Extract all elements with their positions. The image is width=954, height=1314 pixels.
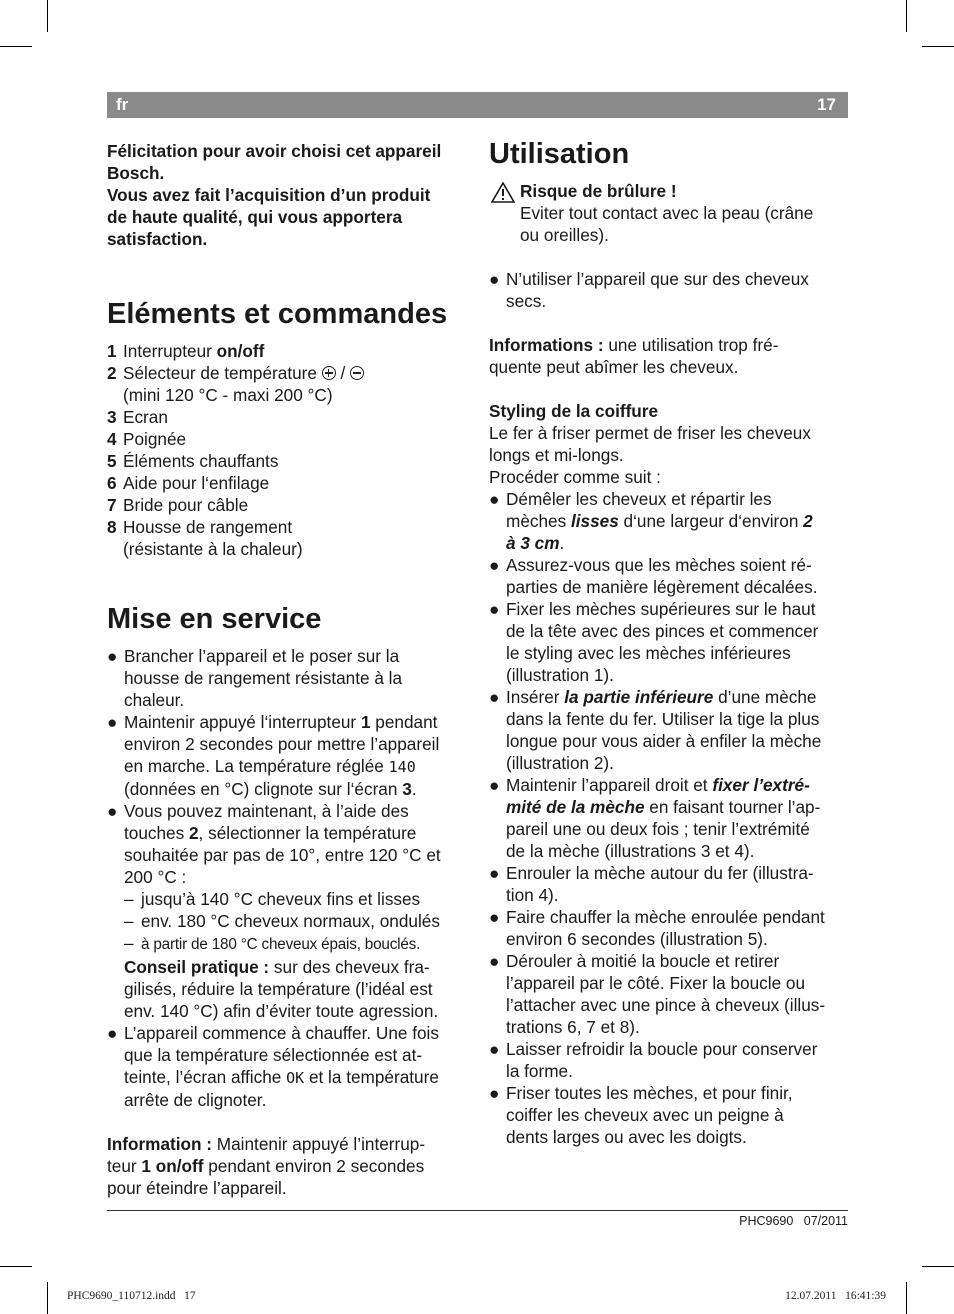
bold-text: 1 on/off [141, 1156, 204, 1176]
text-line: (illustration 1). [506, 665, 614, 685]
list-item [489, 774, 851, 862]
item-text: Bride pour câble [123, 495, 249, 515]
bullet: ● [107, 646, 118, 666]
bullet: ● [489, 687, 500, 707]
styling-title: Styling de la coiffure [489, 401, 659, 421]
page-header-bar [107, 92, 848, 118]
text-line [124, 1066, 467, 1089]
text-line [107, 1133, 467, 1155]
bullet: ● [489, 863, 500, 883]
bold-italic-text: mité de la mèche [506, 797, 645, 817]
text: jusqu’à 140 °C cheveux fins et lisses [141, 889, 421, 909]
item-text: Éléments chauffants [123, 451, 279, 471]
plus-circle-icon [322, 366, 336, 380]
usage-heading: Utilisation [489, 138, 630, 170]
bold-text: 2 [188, 823, 199, 843]
text: Maintenir l’appareil droit et [506, 775, 713, 795]
print-slug-right: 12.07.2011 16:41:39 [785, 1290, 886, 1302]
text-line: chaleur. [124, 690, 185, 710]
bullet: ● [489, 489, 500, 509]
elements-heading: Eléments et commandes [107, 298, 448, 330]
text-line: quente peut abîmer les cheveux. [489, 357, 739, 377]
text: et la température [304, 1067, 439, 1087]
text: pendant [370, 712, 438, 732]
text: (données en °C) clignote sur l‘écran [124, 779, 403, 799]
bullet: ● [489, 775, 500, 795]
item-text: Sélecteur de température [123, 363, 317, 383]
item-number: 5 [107, 451, 117, 471]
text: sur des cheveux fra- [269, 957, 430, 977]
dash-item [124, 932, 467, 956]
dash: – [124, 889, 134, 909]
text-line: dents larges ou avec les doigts. [506, 1127, 747, 1147]
item-subtext: (mini 120 °C - maxi 200 °C) [123, 385, 333, 405]
text: touches [124, 823, 189, 843]
text: en faisant tourner l’ap- [644, 797, 821, 817]
service-heading: Mise en service [107, 603, 322, 635]
item-number: 3 [107, 407, 117, 427]
text-line: Laisser refroidir la boucle pour conserver [506, 1039, 818, 1059]
list-item [107, 450, 467, 472]
text-line [107, 1155, 467, 1177]
text-line: Brancher l’appareil et le poser sur la [124, 646, 400, 666]
text: d‘une largeur d‘environ [618, 511, 804, 531]
list-item [107, 406, 467, 428]
text-line: ou oreilles). [520, 225, 609, 245]
text: . [411, 779, 417, 799]
text-line [124, 822, 467, 844]
intro-line: de haute qualité, qui vous apportera [107, 207, 403, 227]
list-item [489, 1038, 851, 1082]
bold-text: 3 [402, 779, 412, 799]
bullet: ● [489, 555, 500, 575]
text-line: Friser toutes les mèches, et pour finir, [506, 1083, 793, 1103]
intro-line: Félicitation pour avoir choisi cet appareil [107, 141, 442, 161]
bullet: ● [489, 907, 500, 927]
crop-mark [0, 1266, 32, 1267]
item-number: 8 [107, 517, 117, 537]
item-text: Poignée [123, 429, 187, 449]
text-line: 200 °C : [124, 867, 187, 887]
text-line: la forme. [506, 1061, 573, 1081]
text-line [506, 796, 851, 818]
crop-mark [922, 1266, 954, 1267]
text-line: Le fer à friser permet de friser les cheveux [489, 423, 811, 443]
separator: / [335, 363, 351, 383]
list-item [489, 488, 851, 554]
text-line [506, 510, 851, 532]
intro-line: Bosch. [107, 163, 165, 183]
text-line: Enrouler la mèche autour du fer (illustra- [506, 863, 814, 883]
text-line: le styling avec les mèches inférieures [506, 643, 791, 663]
item-number: 4 [107, 429, 117, 449]
item-number: 1 [107, 341, 117, 361]
text: d’une mèche [713, 687, 817, 707]
bullet: ● [107, 1023, 118, 1043]
text: en marche. La température réglée [124, 756, 389, 776]
info-label: Information : [107, 1134, 213, 1154]
text-line [506, 774, 851, 796]
list-item [107, 494, 467, 516]
crop-mark [47, 0, 48, 32]
list-item [107, 340, 467, 362]
intro-line: Vous avez fait l’acquisition d’un produit [107, 185, 431, 205]
crop-mark [47, 1282, 48, 1314]
item-text: Aide pour l‘enfilage [123, 473, 270, 493]
tip-line [124, 956, 467, 978]
text-line: coiffer les cheveux avec un peigne à [506, 1105, 784, 1125]
list-item [489, 598, 851, 686]
text-line: longue pour vous aider à enfiler la mèche [506, 731, 822, 751]
text-line: housse de rangement résistante à la [124, 668, 403, 688]
styling-section [489, 400, 851, 1148]
list-item [107, 472, 467, 494]
text: env. 180 °C cheveux normaux, ondulés [141, 911, 440, 931]
item-text: Housse de rangement [123, 517, 293, 537]
item-text: Interrupteur [123, 341, 217, 361]
item-bold: on/off [216, 341, 265, 361]
warning-label: Risque de brûlure ! [520, 181, 677, 201]
item-number: 7 [107, 495, 117, 515]
lcd-display-value: OK [286, 1069, 305, 1087]
text: , sélectionner la température [198, 823, 417, 843]
text: teinte, l’écran affiche [124, 1067, 287, 1087]
item-text: Ecran [123, 407, 168, 427]
print-slug-left: PHC9690_110712.indd 17 [67, 1290, 196, 1302]
text-line: trations 6, 7 et 8). [506, 1017, 640, 1037]
info-block [489, 334, 851, 378]
list-item [489, 1082, 851, 1148]
intro-line: satisfaction. [107, 229, 208, 249]
list-item [107, 800, 467, 1022]
bold-italic-text: 2 [803, 511, 813, 531]
language-code: fr [116, 95, 129, 114]
text-line [124, 711, 467, 733]
text-line: Vous pouvez maintenant, à l’aide des [124, 801, 409, 821]
styling-heading [489, 400, 851, 422]
text-line: N’utiliser l’appareil que sur des cheveux [506, 269, 809, 289]
text-line: Fixer les mèches supérieures sur le haut [506, 599, 816, 619]
bullet: ● [489, 1083, 500, 1103]
bold-italic-text: à 3 cm [506, 533, 560, 553]
dash-item [124, 888, 467, 910]
text-line: que la température sélectionnée est at- [124, 1045, 423, 1065]
text-line: L’appareil commence à chauffer. Une fois [124, 1023, 439, 1043]
text-line: de la tête avec des pinces et commencer [506, 621, 819, 641]
text-line: l’appareil par le côté. Fixer la boucle ou [506, 973, 806, 993]
text-line: de la mèche (illustrations 3 et 4). [506, 841, 755, 861]
text-line [506, 686, 851, 708]
list-item [107, 428, 467, 450]
text: . [559, 533, 565, 553]
text-line: l’attacher avec une pince à cheveux (illus- [506, 995, 826, 1015]
text-line: Dérouler à moitié la boucle et retirer [506, 951, 780, 971]
text-line: gilisés, réduire la température (l’idéal est [124, 979, 433, 999]
text: teur [107, 1156, 142, 1176]
footer-model-date: PHC9690 07/2011 [739, 1214, 848, 1228]
text-line [506, 532, 851, 554]
list-item [489, 862, 851, 906]
bold-italic-text: lisses [570, 511, 619, 531]
text-line: environ 2 secondes pour mettre l’appareil [124, 734, 440, 754]
list-item [107, 516, 467, 560]
text: à partir de 180 °C cheveux épais, bouclés. [141, 936, 421, 953]
lcd-display-value: 140 [388, 758, 416, 776]
text-line [489, 334, 851, 356]
left-column [107, 140, 467, 1199]
text-line [124, 778, 467, 800]
dash: – [124, 933, 134, 953]
elements-list [107, 340, 467, 560]
text-line: dans la fente du fer. Utiliser la tige la plus [506, 709, 820, 729]
list-item [489, 268, 851, 312]
text: Insérer [506, 687, 565, 707]
crop-mark [922, 46, 954, 47]
item-subtext: (résistante à la chaleur) [123, 539, 303, 559]
list-item [107, 645, 467, 711]
text-line: env. 140 °C) afin d’éviter toute agression. [124, 1001, 439, 1021]
footer-divider [107, 1210, 848, 1211]
minus-circle-icon [350, 366, 364, 380]
text-line: Démêler les cheveux et répartir les [506, 489, 772, 509]
list-item [489, 950, 851, 1038]
text-line: longs et mi-longs. [489, 445, 624, 465]
list-item [107, 711, 467, 800]
page-number: 17 [817, 95, 836, 114]
text-line: souhaitée par pas de 10°, entre 120 °C et [124, 845, 441, 865]
list-item [107, 362, 467, 406]
text: Maintenir appuyé l’interrup- [212, 1134, 426, 1154]
bullet: ● [107, 801, 118, 821]
text-line: pareil une ou deux fois ; tenir l’extrémité [506, 819, 810, 839]
warning-block [489, 180, 851, 246]
text-line: pour éteindre l’appareil. [107, 1178, 287, 1198]
intro-text [107, 140, 467, 250]
text: une utilisation trop fré- [603, 335, 779, 355]
text-line: Eviter tout contact avec la peau (crâne [520, 203, 814, 223]
text-line: (illustration 2). [506, 753, 614, 773]
text-line: Faire chauffer la mèche enroulée pendant [506, 907, 825, 927]
dash-item [124, 910, 467, 932]
item-number: 2 [107, 363, 117, 383]
info-block [107, 1133, 467, 1199]
bold-italic-text: la partie inférieure [564, 687, 714, 707]
list-item [489, 554, 851, 598]
crop-mark [0, 46, 32, 47]
list-item [107, 1022, 467, 1111]
list-item [489, 906, 851, 950]
text-line: environ 6 secondes (illustration 5). [506, 929, 768, 949]
text: pendant environ 2 secondes [203, 1156, 425, 1176]
bold-text: 1 [360, 712, 371, 732]
text: Maintenir appuyé l‘interrupteur [124, 712, 361, 732]
warning-triangle-icon [491, 182, 515, 203]
text-line: Assurez-vous que les mèches soient ré- [506, 555, 812, 575]
info-label: Informations : [489, 335, 604, 355]
crop-mark [906, 0, 907, 32]
text: mèches [506, 511, 571, 531]
text-line [520, 180, 851, 202]
dash: – [124, 911, 134, 931]
bullet: ● [489, 269, 500, 289]
bullet: ● [489, 1039, 500, 1059]
bullet: ● [489, 951, 500, 971]
text-line [124, 755, 467, 778]
text-line: secs. [506, 291, 547, 311]
list-item [489, 686, 851, 774]
text-line: arrête de clignoter. [124, 1090, 267, 1110]
item-number: 6 [107, 473, 117, 493]
tip-label: Conseil pratique : [124, 957, 270, 977]
text-line: parties de manière légèrement décalées. [506, 577, 818, 597]
bullet: ● [107, 712, 118, 732]
right-column [489, 140, 851, 1148]
bullet: ● [489, 599, 500, 619]
text-line: tion 4). [506, 885, 559, 905]
crop-mark [906, 1282, 907, 1314]
bold-italic-text: fixer l’extré- [712, 775, 810, 795]
text-line: Procéder comme suit : [489, 467, 661, 487]
